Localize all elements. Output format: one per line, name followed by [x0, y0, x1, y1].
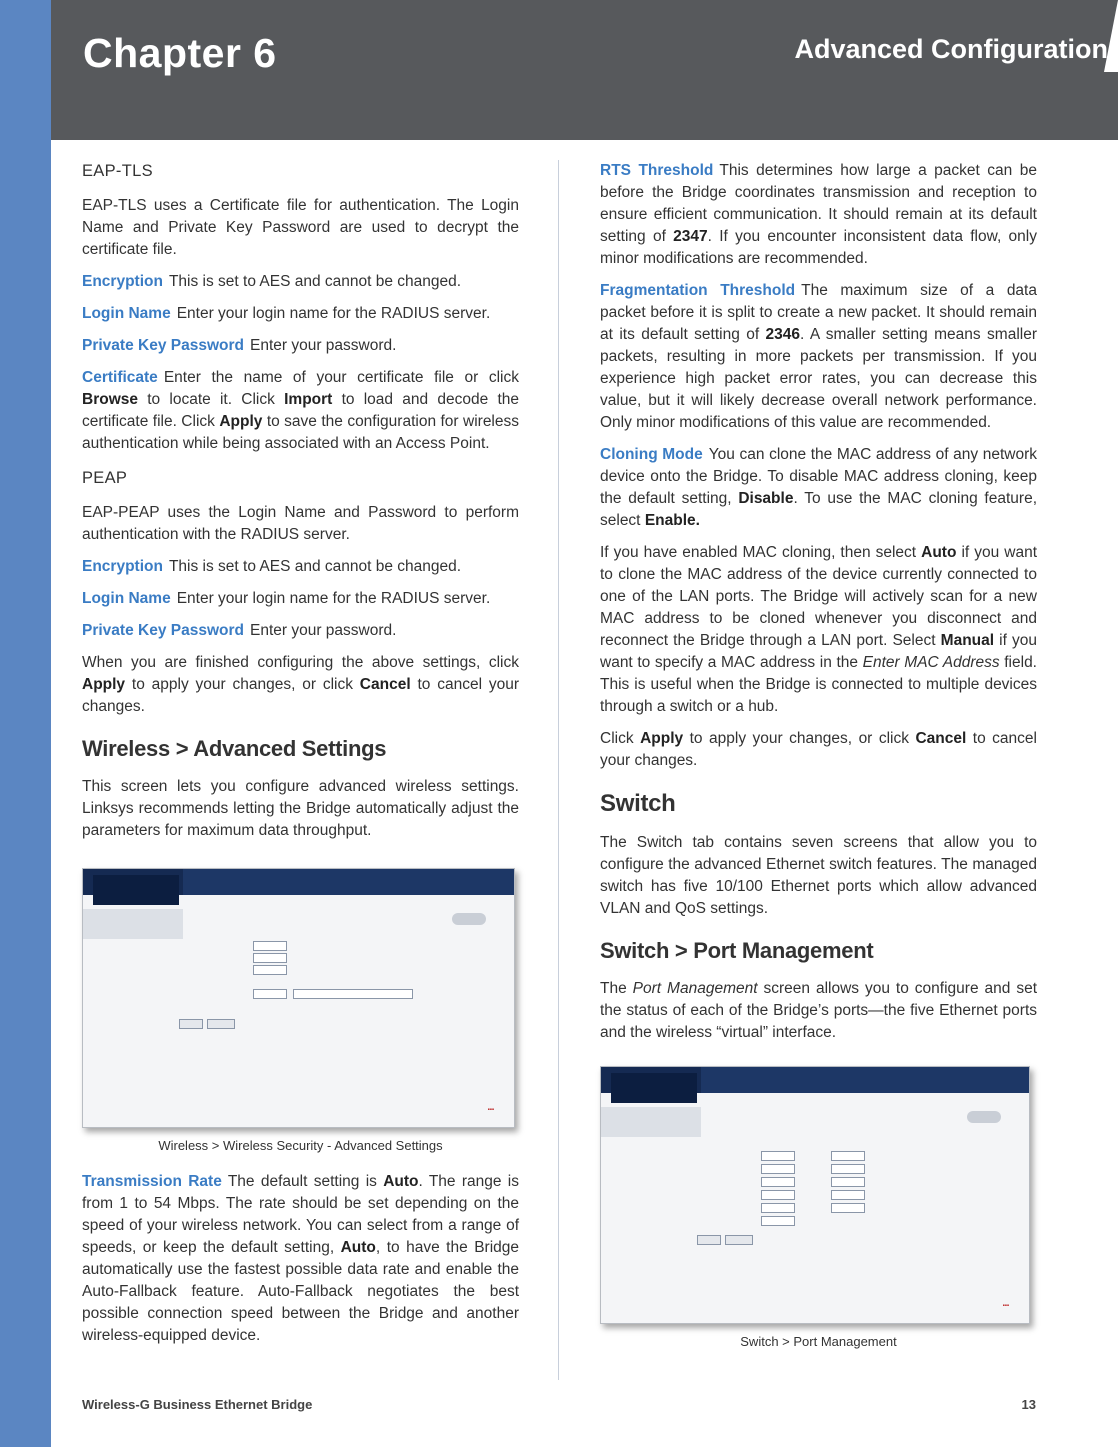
mac-text-1: If you have enabled MAC cloning, then select [600, 544, 922, 561]
certificate-term: Certificate [82, 369, 158, 386]
transmission-rate-paragraph [82, 1171, 519, 1347]
fragmentation-paragraph [600, 280, 1037, 434]
switch-heading: Switch [600, 790, 676, 817]
screenshot-field [761, 1203, 795, 1213]
rts-term: RTS Threshold [600, 162, 714, 179]
encryption2-term: Encryption [82, 558, 163, 575]
finish-text-3: to cancel your changes. [82, 676, 519, 715]
tx-text-3: , to have the Bridge automatically use the fastest possible data rate and enable the Auto-Fallback feature. Auto-Fallback negotiates the best possible connection speed between the Bridge and another wireless-equipped device. [82, 1239, 520, 1344]
finish-text-2: to apply your changes, or click [125, 676, 360, 693]
screenshot-field [253, 989, 287, 999]
screenshot-port-row-3 [701, 1177, 871, 1188]
clone-text-2: . To use the MAC cloning feature, select [600, 490, 1037, 529]
screenshot-help-button [452, 913, 486, 925]
import-bold: Import [284, 391, 333, 408]
figure-port-management [600, 1066, 1037, 1349]
finish-paragraph [82, 652, 519, 718]
login-text: Enter your login name for the RADIUS server. [176, 305, 491, 322]
login2-text: Enter your login name for the RADIUS server. [176, 590, 491, 607]
screenshot-port-row-6 [701, 1216, 801, 1227]
certificate-text-2: to locate it. Click [138, 391, 285, 408]
click-text-1: Click [600, 730, 641, 747]
certificate-text-3: to load and decode the certificate file. Click [82, 391, 519, 430]
screenshot-tabrow [183, 869, 514, 895]
screenshot-field [761, 1151, 795, 1161]
left-column [82, 160, 519, 1357]
screenshot-side-heading [83, 909, 183, 939]
encryption2-paragraph [82, 556, 519, 578]
eap-tls-heading: EAP-TLS [82, 162, 153, 180]
advanced-settings-heading: Wireless > Advanced Settings [82, 736, 387, 761]
screenshot-row-1 [193, 941, 293, 952]
screenshot-field [253, 965, 287, 975]
cloning-term: Cloning Mode [600, 446, 703, 463]
cisco-logo: ▪▪▪ [487, 1107, 494, 1113]
tx-auto2-bold: Auto [340, 1239, 376, 1256]
screenshot-field [761, 1164, 795, 1174]
rts-paragraph [600, 160, 1037, 270]
private-key2-paragraph [82, 620, 519, 642]
frag-text-2: . A smaller setting means smaller packets, resulting in more packets per transmission. If you experience high packet error rates, you can decrease this value, but it will likely decrease overall network performance. Only minor modifications of this value are recommended. [600, 326, 1038, 431]
screenshot-port-row-2 [701, 1164, 871, 1175]
encryption-paragraph [82, 271, 519, 293]
private-key-term: Private Key Password [82, 337, 244, 354]
login2-paragraph [82, 588, 519, 610]
screenshot-field [761, 1177, 795, 1187]
section-title: Advanced Configuration [794, 34, 1108, 64]
finish-apply-bold: Apply [82, 676, 126, 693]
figure-caption-port: Switch > Port Management [740, 1334, 897, 1349]
finish-cancel-bold: Cancel [359, 676, 411, 693]
login2-term: Login Name [82, 590, 171, 607]
rts-text-1: This determines how large a packet can be before the Bridge coordinates transmission and reception to ensure efficient communication. It should remain at its default setting of [600, 162, 1037, 245]
click-apply-paragraph [600, 728, 1037, 772]
click-apply-bold: Apply [640, 730, 684, 747]
click-cancel-bold: Cancel [915, 730, 967, 747]
screenshot-side-heading [601, 1107, 701, 1137]
screenshot-port-row-1 [701, 1151, 871, 1162]
certificate-text-1: Enter the name of your certificate file or click [163, 369, 519, 386]
mac-field-italic: Enter MAC Address [862, 654, 1000, 671]
cisco-logo: ▪▪▪ [1002, 1303, 1009, 1309]
mac-text-2: if you want to clone the MAC address of the device currently connected to one of the LAN ports. The Bridge will actively scan for a new MAC address to be cloned whenever you disconnect and reconnect the Bridge through a LAN port. Select [600, 544, 1038, 649]
rts-text-2: . If you encounter inconsistent data flow, only minor modifications are recommended. [600, 228, 1037, 267]
screenshot-field [831, 1203, 865, 1213]
tx-text-2: . The range is from 1 to 54 Mbps. The rate should be set depending on the speed of your wireless network. You can select from a range of speeds, or keep the default setting, [82, 1173, 520, 1256]
peap-intro: EAP-PEAP uses the Login Name and Password to perform authentication with the RADIUS server. [82, 504, 519, 543]
tx-auto-bold: Auto [383, 1173, 419, 1190]
clone-text-1: You can clone the MAC address of any network device onto the Bridge. To disable MAC address cloning, keep the default setting, [600, 446, 1038, 507]
screenshot-cancel-btn [207, 1019, 235, 1029]
browse-bold: Browse [82, 391, 138, 408]
figure-advanced-settings [82, 868, 519, 1153]
port-management-intro [600, 978, 1037, 1044]
peap-heading: PEAP [82, 469, 128, 487]
screenshot-field [293, 989, 413, 999]
mac-auto-bold: Auto [921, 544, 957, 561]
screenshot-row-3 [193, 965, 293, 976]
encryption-term: Encryption [82, 273, 163, 290]
chapter-title: Chapter 6 [83, 30, 277, 76]
linksys-logo [611, 1073, 697, 1103]
encryption2-text: This is set to AES and cannot be changed. [168, 558, 462, 575]
screenshot-field [253, 953, 287, 963]
screenshot-apply-btn [697, 1235, 721, 1245]
screenshot-row-4 [193, 989, 419, 1000]
screenshot-field [831, 1151, 865, 1161]
column-divider [558, 160, 559, 1380]
linksys-logo [93, 875, 179, 905]
mac-text-3: if you want to specify a MAC address in the [600, 632, 1038, 671]
clone-enable-bold: Enable. [644, 512, 700, 529]
encryption-text: This is set to AES and cannot be changed. [168, 273, 462, 290]
click-text-3: to cancel your changes. [600, 730, 1037, 769]
port-management-screenshot [600, 1066, 1030, 1324]
screenshot-help-button [967, 1111, 1001, 1123]
private-key-text: Enter your password. [249, 337, 397, 354]
certificate-paragraph [82, 367, 519, 455]
click-text-2: to apply your changes, or click [683, 730, 916, 747]
footer-product-name: Wireless-G Business Ethernet Bridge [82, 1397, 313, 1412]
clone-disable-bold: Disable [738, 490, 794, 507]
screenshot-field [761, 1216, 795, 1226]
private-key-paragraph [82, 335, 519, 357]
screenshot-apply-btn [179, 1019, 203, 1029]
advanced-settings-intro: This screen lets you configure advanced wireless settings. Linksys recommends letting the Bridge automatically adjust the parameters for maximum data throughput. [82, 778, 519, 839]
screenshot-field [253, 941, 287, 951]
private-key2-text: Enter your password. [249, 622, 397, 639]
port-text-2: screen allows you to configure and set the status of each of the Bridge’s ports—the five Ethernet ports and the wireless “virtual” interface. [600, 980, 1037, 1041]
port-text-1: The [600, 980, 633, 997]
finish-text-1: When you are finished configuring the above settings, click [82, 654, 519, 671]
switch-intro: The Switch tab contains seven screens that allow you to configure the advanced Ethernet switch features. The managed switch has five 10/100 Ethernet ports which allow advanced VLAN and QoS settings. [600, 834, 1037, 917]
left-sidebar-bar [0, 0, 51, 1447]
chapter-header [51, 0, 1118, 140]
mac-text-4: field. This is useful when the Bridge is connected to multiple devices through a switch or a hub. [600, 654, 1037, 715]
screenshot-field [831, 1177, 865, 1187]
screenshot-field [831, 1164, 865, 1174]
screenshot-tabrow [701, 1067, 1029, 1093]
right-column [600, 160, 1037, 1355]
transmission-rate-term: Transmission Rate [82, 1173, 222, 1190]
frag-text-1: The maximum size of a data packet before it is split to create a new packet. It should remain at its default setting of [600, 282, 1037, 343]
advanced-settings-screenshot [82, 868, 515, 1128]
screenshot-field [761, 1190, 795, 1200]
rts-value-bold: 2347 [673, 228, 708, 245]
mac-cloning-paragraph [600, 542, 1037, 718]
screenshot-row-2 [193, 953, 293, 964]
fragmentation-term: Fragmentation Threshold [600, 282, 796, 299]
tx-text-1: The default setting is [227, 1173, 384, 1190]
screenshot-cancel-btn [725, 1235, 753, 1245]
screenshot-field [831, 1190, 865, 1200]
cloning-paragraph [600, 444, 1037, 532]
frag-value-bold: 2346 [765, 326, 801, 343]
login-paragraph [82, 303, 519, 325]
screenshot-port-row-4 [701, 1190, 871, 1201]
port-italic: Port Management [632, 980, 758, 997]
mac-manual-bold: Manual [940, 632, 995, 649]
login-term: Login Name [82, 305, 171, 322]
port-management-heading: Switch > Port Management [600, 938, 874, 963]
footer-page-number: 13 [1021, 1397, 1036, 1412]
screenshot-port-row-5 [701, 1203, 871, 1214]
apply-bold: Apply [219, 413, 263, 430]
certificate-text-4: to save the configuration for wireless authentication while being associated with an Access Point. [82, 413, 519, 452]
eap-tls-intro: EAP-TLS uses a Certificate file for authentication. The Login Name and Private Key Password are used to decrypt the certificate file. [82, 197, 519, 258]
figure-caption-advanced: Wireless > Wireless Security - Advanced Settings [158, 1138, 443, 1153]
private-key2-term: Private Key Password [82, 622, 244, 639]
